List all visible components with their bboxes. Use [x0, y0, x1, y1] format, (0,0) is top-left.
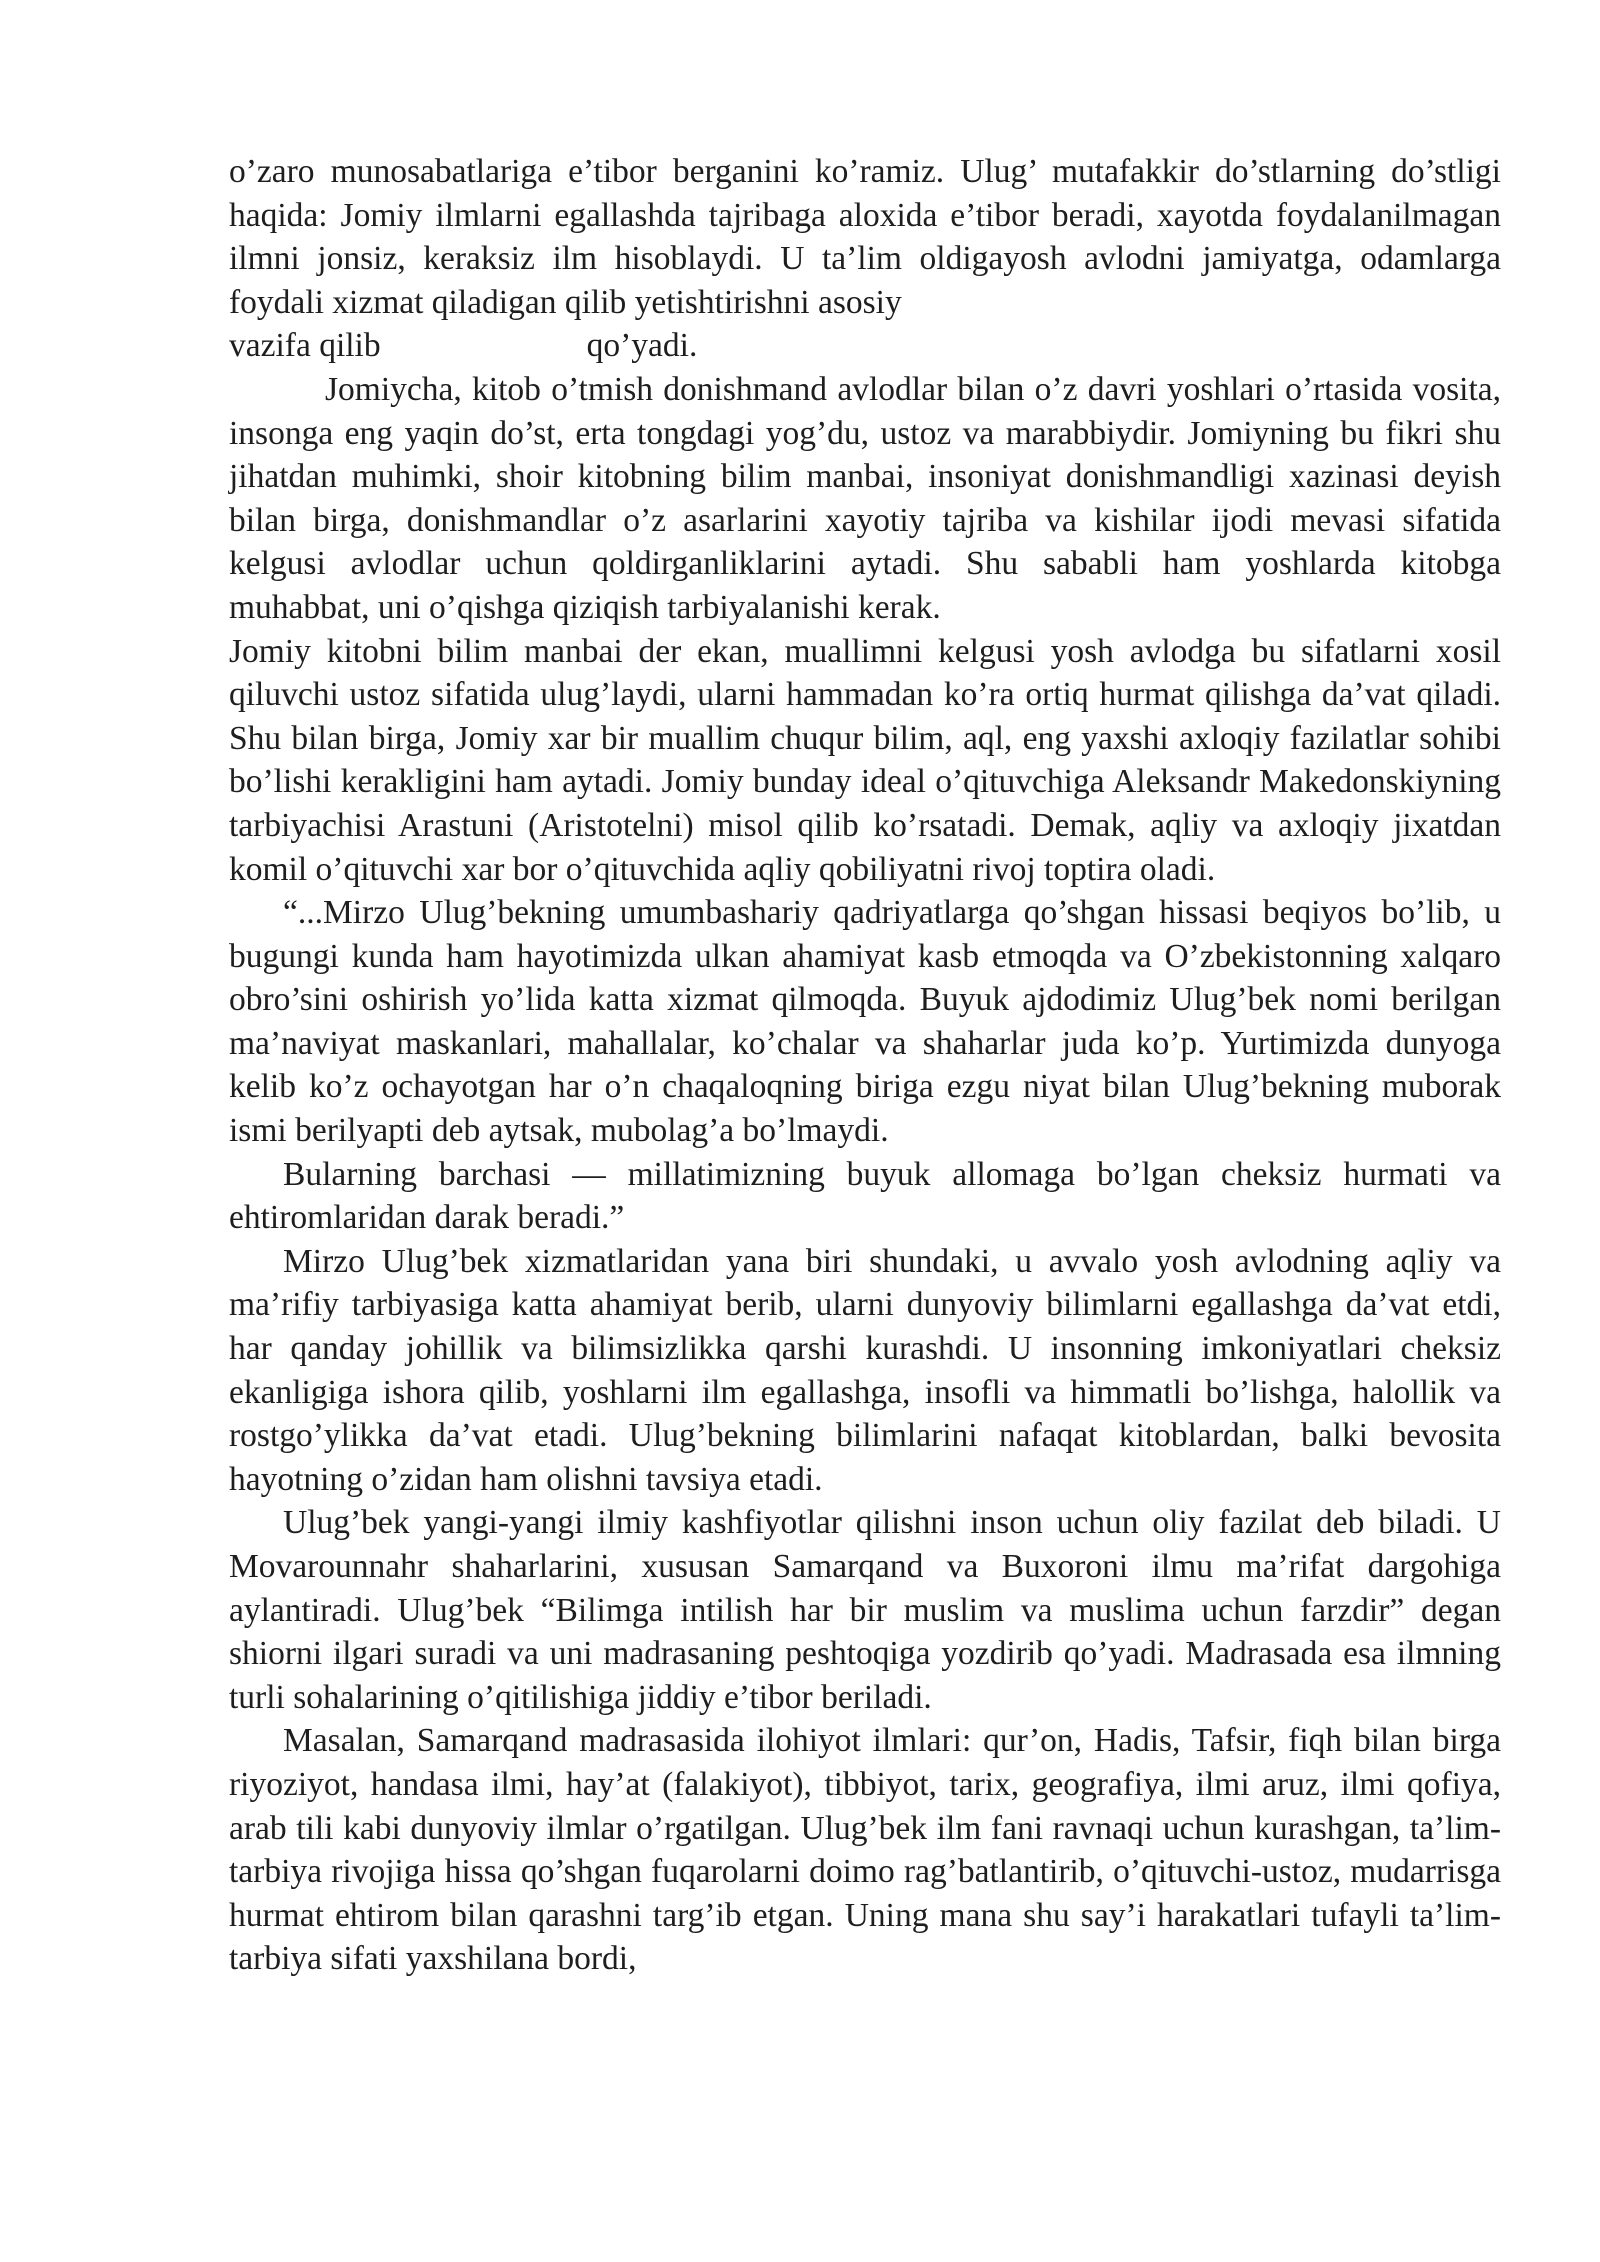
- paragraph-7: Ulug’bek yangi-yangi ilmiy kashfiyotlar qilishni inson uchun oliy fazilat deb biladi. U Movarounnahr shaharlarini, xususan Samarqand va Buxoroni ilmu ma’rifat dargohiga aylantiradi. Ulug’bek “Bilimga intilish har bir muslim va muslima uchun farzdir” degan shiorni ilgari suradi va uni madrasaning peshtoqiga yozdirib qo’yadi. Madrasada esa ilmning turli sohalarining o’qitilishiga jiddiy e’tibor beriladi.: [229, 1504, 1501, 1716]
- paragraph-4: “...Mirzo Ulug’bekning umumbashariy qadriyatlarga qo’shgan hissasi beqiyos bo’lib, u bugungi kunda ham hayotimizda ulkan ahamiyat kasb etmoqda va O’zbekistonning xalqaro obro’sini oshirish yo’lida katta xizmat qilmoqda. Buyuk ajdodimiz Ulug’bek nomi berilgan ma’naviyat maskanlari, mahallalar, ko’chalar va shaharlar juda ko’p. Yurtimizda dunyoga kelib ko’z ochayotgan har o’n chaqaloqning biriga ezgu niyat bilan Ulug’bekning muborak ismi berilyapti deb aytsak, mubolag’a bo’lmaydi.: [229, 894, 1501, 1150]
- paragraph-8: Masalan, Samarqand madrasasida ilohiyot ilmlari: qur’on, Hadis, Tafsir, fiqh bilan birga riyoziyot, handasa ilmi, hay’at (falakiyot), tibbiyot, tarix, geografiya, ilmi aruz, ilmi qofiya, arab tili kabi dunyoviy ilmlar o’rgatilgan. Ulug’bek ilm fani ravnaqi uchun kurashgan, ta’lim-tarbiya rivojiga hissa qo’shgan fuqarolarni doimo rag’batlantirib, o’qituvchi-ustoz, mudarrisga hurmat ehtirom bilan qarashni targ’ib etgan. Uning mana shu say’i harakatlari tufayli ta’lim-tarbiya sifati yaxshilana bordi,: [229, 1722, 1501, 1978]
- paragraph-5: Bularning barchasi — millatimizning buyuk allomaga bo’lgan cheksiz hurmati va ehtiromlaridan darak beradi.”: [229, 1155, 1501, 1237]
- paragraph-1-tail: [229, 324, 1501, 368]
- paragraph-3: Jomiy kitobni bilim manbai der ekan, muallimni kelgusi yosh avlodga bu sifatlarni xosil qiluvchi ustoz sifatida ulug’laydi, ularni hammadan ko’ra ortiq hurmat qilishga da’vat qiladi. Shu bilan birga, Jomiy xar bir muallim chuqur bilim, aql, eng yaxshi axloqiy fazilatlar sohibi bo’lishi kerakligini ham aytadi. Jomiy bunday ideal o’qituvchiga Aleksandr Makedonskiyning tarbiyachisi Arastuni (Aristotelni) misol qilib ko’rsatadi. Demak, aqliy va axloqiy jixatdan komil o’qituvchi xar bor o’qituvchida aqliy qobiliyatni rivoj toptira oladi.: [229, 632, 1501, 888]
- paragraph-1: o’zaro munosabatlariga e’tibor berganini ko’ramiz. Ulug’ mutafakkir do’stlarning do’stligi haqida: Jomiy ilmlarni egallashda tajribaga aloxida e’tibor beradi, xayotda foydalanilmagan ilmni jonsiz, keraksiz ilm hisoblaydi. U ta’lim oldigayosh avlodni jamiyatga, odamlarga foydali xizmat qiladigan qilib yetishtirishni asosiy: [229, 153, 1501, 321]
- paragraph-2: Jomiycha, kitob o’tmish donishmand avlodlar bilan o’z davri yoshlari o’rtasida vosita, insonga eng yaqin do’st, erta tongdagi yog’du, ustoz va marabbiydir. Jomiyning bu fikri shu jihatdan muhimki, shoir kitobning bilim manbai, insoniyat donishmandligi xazinasi deyish bilan birga, donishmandlar o’z asarlarini xayotiy tajriba va kishilar ijodi mevasi sifatida kelgusi avlodlar uchun qoldirganliklarini aytadi. Shu sababli ham yoshlarda kitobga muhabbat, uni o’qishga qiziqish tarbiyalanishi kerak.: [229, 370, 1501, 626]
- paragraph-1-tail-b: qo’yadi.: [586, 327, 698, 365]
- document-page: [229, 150, 1501, 1981]
- paragraph-6: Mirzo Ulug’bek xizmatlaridan yana biri shundaki, u avvalo yosh avlodning aqliy va ma’rifiy tarbiyasiga katta ahamiyat berib, ularni dunyoviy bilimlarni egallashga da’vat etdi, har qanday johillik va bilimsizlikka qarshi kurashdi. U insonning imkoniyatlari cheksiz ekanligiga ishora qilib, yoshlarni ilm egallashga, insofli va himmatli bo’lishga, halollik va rostgo’ylikka da’vat etadi. Ulug’bekning bilimlarini nafaqat kitoblardan, balki bevosita hayotning o’zidan ham olishni tavsiya etadi.: [229, 1242, 1501, 1498]
- paragraph-1-tail-a: vazifa qilib: [229, 327, 381, 365]
